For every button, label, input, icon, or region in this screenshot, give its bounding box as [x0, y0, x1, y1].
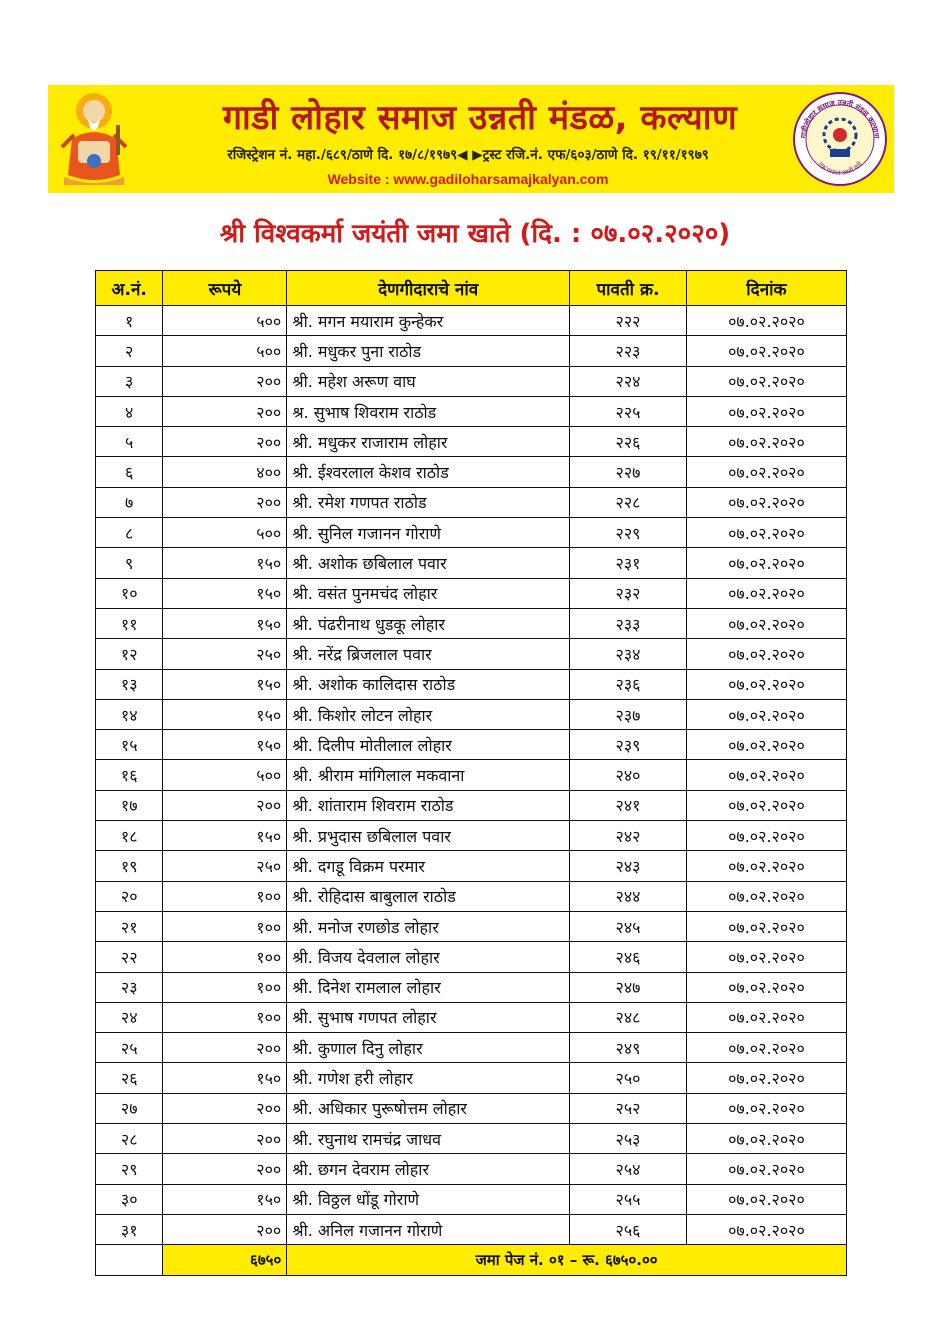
amount-cell: २०० — [163, 487, 287, 517]
amount-cell: २५० — [163, 639, 287, 669]
amount-cell: १०० — [163, 911, 287, 941]
table-row — [96, 457, 847, 487]
date-cell: ०७.०२.२०२० — [686, 1063, 846, 1093]
amount-cell: १५० — [163, 730, 287, 760]
table-total-row — [96, 1245, 847, 1276]
serial-number-cell: २६ — [96, 1063, 163, 1093]
organization-title: गाडी लोहार समाज उन्नती मंडळ, कल्याण — [222, 98, 738, 138]
serial-number-cell: २२ — [96, 942, 163, 972]
donor-name-cell: श्री. रोहिदास बाबुलाल राठोड — [287, 881, 570, 911]
header-banner — [48, 85, 894, 193]
date-cell: ०७.०२.२०२० — [686, 639, 846, 669]
date-cell: ०७.०२.२०२० — [686, 821, 846, 851]
serial-number-cell: ९ — [96, 548, 163, 578]
amount-cell: २०० — [163, 1124, 287, 1154]
amount-cell: २०० — [163, 1214, 287, 1244]
table-row — [96, 1093, 847, 1123]
svg-text:एक पाऊल उन्नती कडे: एक पाऊल उन्नती कडे — [816, 160, 864, 178]
date-cell: ०७.०२.२०२० — [686, 578, 846, 608]
table-row — [96, 1002, 847, 1032]
donor-name-cell: श्री. शांताराम शिवराम राठोड — [287, 790, 570, 820]
date-cell: ०७.०२.२०२० — [686, 1033, 846, 1063]
table-row — [96, 911, 847, 941]
table-row — [96, 699, 847, 729]
table-row — [96, 851, 847, 881]
donor-name-cell: श्री. रमेश गणपत राठोड — [287, 487, 570, 517]
vishwakarma-deity-image — [54, 89, 134, 189]
table-row — [96, 336, 847, 366]
donor-name-cell: श्री. महेश अरूण वाघ — [287, 366, 570, 396]
date-cell: ०७.०२.२०२० — [686, 518, 846, 548]
serial-number-cell: ३० — [96, 1184, 163, 1214]
serial-number-cell: ४ — [96, 396, 163, 426]
donor-name-cell: श्री. अनिल गजानन गोराणे — [287, 1214, 570, 1244]
receipt-number-cell: २५४ — [570, 1154, 687, 1184]
amount-cell: २५० — [163, 851, 287, 881]
donor-name-cell: श्री. ईश्वरलाल केशव राठोड — [287, 457, 570, 487]
amount-cell: १०० — [163, 942, 287, 972]
date-cell: ०७.०२.२०२० — [686, 972, 846, 1002]
receipt-number-cell: २४३ — [570, 851, 687, 881]
table-row — [96, 1063, 847, 1093]
serial-number-cell: १४ — [96, 699, 163, 729]
date-cell: ०७.०२.२०२० — [686, 548, 846, 578]
donor-name-cell: श्री. मधुकर राजाराम लोहार — [287, 427, 570, 457]
registration-details: रजिस्ट्रेशन नं. महा./६८९/ठाणे दि. १७/८/१९७९◀ ▶ट्रस्ट रजि.नं. एफ/६०३/ठाणे दि. १९/११/१९७९ — [227, 147, 709, 163]
serial-number-cell: १७ — [96, 790, 163, 820]
table-row — [96, 1033, 847, 1063]
date-cell: ०७.०२.२०२० — [686, 669, 846, 699]
date-cell: ०७.०२.२०२० — [686, 881, 846, 911]
serial-number-cell: २७ — [96, 1093, 163, 1123]
table-row — [96, 669, 847, 699]
date-cell: ०७.०२.२०२० — [686, 457, 846, 487]
donor-name-cell: श्री. वसंत पुनमचंद लोहार — [287, 578, 570, 608]
donor-name-cell: श्री. मगन मयाराम कुन्हेकर — [287, 306, 570, 336]
table-row — [96, 578, 847, 608]
amount-cell: १०० — [163, 972, 287, 1002]
receipt-number-cell: २४९ — [570, 1033, 687, 1063]
donor-name-cell: श्री. सुनिल गजानन गोराणे — [287, 518, 570, 548]
donor-name-cell: श्री. नरेंद्र ब्रिजलाल पवार — [287, 639, 570, 669]
date-cell: ०७.०२.२०२० — [686, 730, 846, 760]
amount-cell: १५० — [163, 669, 287, 699]
donor-name-cell: श्री. रघुनाथ रामचंद्र जाधव — [287, 1124, 570, 1154]
table-row — [96, 306, 847, 336]
receipt-number-cell: २२५ — [570, 396, 687, 426]
receipt-number-cell: २३६ — [570, 669, 687, 699]
amount-cell: १५० — [163, 608, 287, 638]
serial-number-cell: २५ — [96, 1033, 163, 1063]
table-row — [96, 608, 847, 638]
column-header-receipt-no: पावती क्र. — [570, 271, 687, 306]
amount-cell: २०० — [163, 1154, 287, 1184]
serial-number-cell: ५ — [96, 427, 163, 457]
total-amount: ६७५० — [163, 1245, 287, 1276]
amount-cell: २०० — [163, 427, 287, 457]
table-row — [96, 790, 847, 820]
date-cell: ०७.०२.२०२० — [686, 396, 846, 426]
serial-number-cell: २९ — [96, 1154, 163, 1184]
amount-cell: १०० — [163, 1002, 287, 1032]
donor-name-cell: श्री. दिलीप मोतीलाल लोहार — [287, 730, 570, 760]
donor-name-cell: श्री. अशोक छबिलाल पवार — [287, 548, 570, 578]
table-row — [96, 1154, 847, 1184]
date-cell: ०७.०२.२०२० — [686, 1002, 846, 1032]
serial-number-cell: २० — [96, 881, 163, 911]
receipt-number-cell: २४१ — [570, 790, 687, 820]
donor-name-cell: श्री. श्रीराम मांगिलाल मकवाना — [287, 760, 570, 790]
table-row — [96, 1214, 847, 1244]
date-cell: ०७.०२.२०२० — [686, 1124, 846, 1154]
table-row — [96, 1184, 847, 1214]
date-cell: ०७.०२.२०२० — [686, 366, 846, 396]
date-cell: ०७.०२.२०२० — [686, 1154, 846, 1184]
date-cell: ०७.०२.२०२० — [686, 427, 846, 457]
amount-cell: २०० — [163, 1033, 287, 1063]
serial-number-cell: २१ — [96, 911, 163, 941]
serial-number-cell: १६ — [96, 760, 163, 790]
date-cell: ०७.०२.२०२० — [686, 1093, 846, 1123]
receipt-number-cell: २५२ — [570, 1093, 687, 1123]
receipt-number-cell: २३३ — [570, 608, 687, 638]
serial-number-cell: २८ — [96, 1124, 163, 1154]
receipt-number-cell: २२२ — [570, 306, 687, 336]
donor-name-cell: श्री. गणेश हरी लोहार — [287, 1063, 570, 1093]
receipt-number-cell: २४५ — [570, 911, 687, 941]
donor-name-cell: श्री. पंढरीनाथ धुडकू लोहार — [287, 608, 570, 638]
donor-name-cell: श्री. सुभाष गणपत लोहार — [287, 1002, 570, 1032]
column-header-amount: रूपये — [163, 271, 287, 306]
amount-cell: ४०० — [163, 457, 287, 487]
donor-name-cell: श्री. मधुकर पुना राठोड — [287, 336, 570, 366]
total-blank-cell — [96, 1245, 163, 1276]
date-cell: ०७.०२.२०२० — [686, 790, 846, 820]
date-cell: ०७.०२.२०२० — [686, 487, 846, 517]
date-cell: ०७.०२.२०२० — [686, 306, 846, 336]
date-cell: ०७.०२.२०२० — [686, 1184, 846, 1214]
receipt-number-cell: २३७ — [570, 699, 687, 729]
amount-cell: ५०० — [163, 336, 287, 366]
amount-cell: १५० — [163, 548, 287, 578]
table-row — [96, 639, 847, 669]
table-row — [96, 760, 847, 790]
serial-number-cell: १० — [96, 578, 163, 608]
column-header-donor-name: देणगीदाराचे नांव — [287, 271, 570, 306]
serial-number-cell: ११ — [96, 608, 163, 638]
table-header-row — [96, 271, 847, 306]
receipt-number-cell: २४० — [570, 760, 687, 790]
donor-name-cell: श्री. दिनेश रामलाल लोहार — [287, 972, 570, 1002]
receipt-number-cell: २५६ — [570, 1214, 687, 1244]
table-row — [96, 396, 847, 426]
table-row — [96, 972, 847, 1002]
amount-cell: ५०० — [163, 760, 287, 790]
receipt-number-cell: २२४ — [570, 366, 687, 396]
donation-ledger-table — [95, 270, 847, 1276]
serial-number-cell: १८ — [96, 821, 163, 851]
receipt-number-cell: २३१ — [570, 548, 687, 578]
amount-cell: २०० — [163, 366, 287, 396]
serial-number-cell: १ — [96, 306, 163, 336]
table-row — [96, 366, 847, 396]
total-note: जमा पेज नं. ०१ – रू. ६७५०.०० — [287, 1245, 847, 1276]
receipt-number-cell: २३२ — [570, 578, 687, 608]
amount-cell: २०० — [163, 1093, 287, 1123]
receipt-number-cell: २२७ — [570, 457, 687, 487]
date-cell: ०७.०२.२०२० — [686, 699, 846, 729]
amount-cell: १५० — [163, 578, 287, 608]
table-row — [96, 730, 847, 760]
serial-number-cell: ८ — [96, 518, 163, 548]
donor-name-cell: श्री. अधिकार पुरूषोत्तम लोहार — [287, 1093, 570, 1123]
serial-number-cell: ३ — [96, 366, 163, 396]
table-row — [96, 1124, 847, 1154]
date-cell: ०७.०२.२०२० — [686, 760, 846, 790]
receipt-number-cell: २४८ — [570, 1002, 687, 1032]
organization-seal-logo — [792, 91, 888, 187]
date-cell: ०७.०२.२०२० — [686, 336, 846, 366]
amount-cell: १०० — [163, 881, 287, 911]
date-cell: ०७.०२.२०२० — [686, 851, 846, 881]
amount-cell: २०० — [163, 396, 287, 426]
receipt-number-cell: २५३ — [570, 1124, 687, 1154]
receipt-number-cell: २२८ — [570, 487, 687, 517]
receipt-number-cell: २३९ — [570, 730, 687, 760]
serial-number-cell: ३१ — [96, 1214, 163, 1244]
table-row — [96, 821, 847, 851]
amount-cell: १५० — [163, 821, 287, 851]
table-row — [96, 518, 847, 548]
table-row — [96, 427, 847, 457]
svg-text:गाडीलोहार समाज उन्नती मंडळ कल्: गाडीलोहार समाज उन्नती मंडळ कल्याण — [798, 97, 882, 139]
receipt-number-cell: २४४ — [570, 881, 687, 911]
date-cell: ०७.०२.२०२० — [686, 942, 846, 972]
donor-name-cell: श्र. सुभाष शिवराम राठोड — [287, 396, 570, 426]
serial-number-cell: १९ — [96, 851, 163, 881]
date-cell: ०७.०२.२०२० — [686, 1214, 846, 1244]
receipt-number-cell: २२३ — [570, 336, 687, 366]
donor-name-cell: श्री. प्रभुदास छबिलाल पवार — [287, 821, 570, 851]
amount-cell: ५०० — [163, 518, 287, 548]
website-text: Website : www.gadiloharsamajkalyan.com — [327, 171, 609, 187]
amount-cell: १५० — [163, 699, 287, 729]
date-cell: ०७.०२.२०२० — [686, 911, 846, 941]
serial-number-cell: ६ — [96, 457, 163, 487]
serial-number-cell: ७ — [96, 487, 163, 517]
serial-number-cell: २ — [96, 336, 163, 366]
receipt-number-cell: २३४ — [570, 639, 687, 669]
receipt-number-cell: २२६ — [570, 427, 687, 457]
donor-name-cell: श्री. छगन देवराम लोहार — [287, 1154, 570, 1184]
document-title: श्री विश्वकर्मा जयंती जमा खाते (दि. : ०७.०२.२०२०) — [219, 219, 731, 249]
table-row — [96, 487, 847, 517]
column-header-serial: अ.नं. — [96, 271, 163, 306]
column-header-date: दिनांक — [686, 271, 846, 306]
donor-name-cell: श्री. अशोक कालिदास राठोड — [287, 669, 570, 699]
amount-cell: २०० — [163, 790, 287, 820]
receipt-number-cell: २४६ — [570, 942, 687, 972]
amount-cell: १५० — [163, 1063, 287, 1093]
receipt-number-cell: २५५ — [570, 1184, 687, 1214]
receipt-number-cell: २४२ — [570, 821, 687, 851]
table-row — [96, 548, 847, 578]
donor-name-cell: श्री. दगडू विक्रम परमार — [287, 851, 570, 881]
serial-number-cell: २३ — [96, 972, 163, 1002]
donor-name-cell: श्री. विजय देवलाल लोहार — [287, 942, 570, 972]
amount-cell: १५० — [163, 1184, 287, 1214]
table-row — [96, 942, 847, 972]
donor-name-cell: श्री. विठ्ठल धोंडू गोराणे — [287, 1184, 570, 1214]
table-body — [96, 306, 847, 1245]
table-row — [96, 881, 847, 911]
serial-number-cell: २४ — [96, 1002, 163, 1032]
donor-name-cell: श्री. मनोज रणछोड लोहार — [287, 911, 570, 941]
serial-number-cell: १५ — [96, 730, 163, 760]
serial-number-cell: १३ — [96, 669, 163, 699]
serial-number-cell: १२ — [96, 639, 163, 669]
receipt-number-cell: २२९ — [570, 518, 687, 548]
amount-cell: ५०० — [163, 306, 287, 336]
receipt-number-cell: २४७ — [570, 972, 687, 1002]
date-cell: ०७.०२.२०२० — [686, 608, 846, 638]
receipt-number-cell: २५० — [570, 1063, 687, 1093]
donor-name-cell: श्री. किशोर लोटन लोहार — [287, 699, 570, 729]
donor-name-cell: श्री. कुणाल दिनु लोहार — [287, 1033, 570, 1063]
